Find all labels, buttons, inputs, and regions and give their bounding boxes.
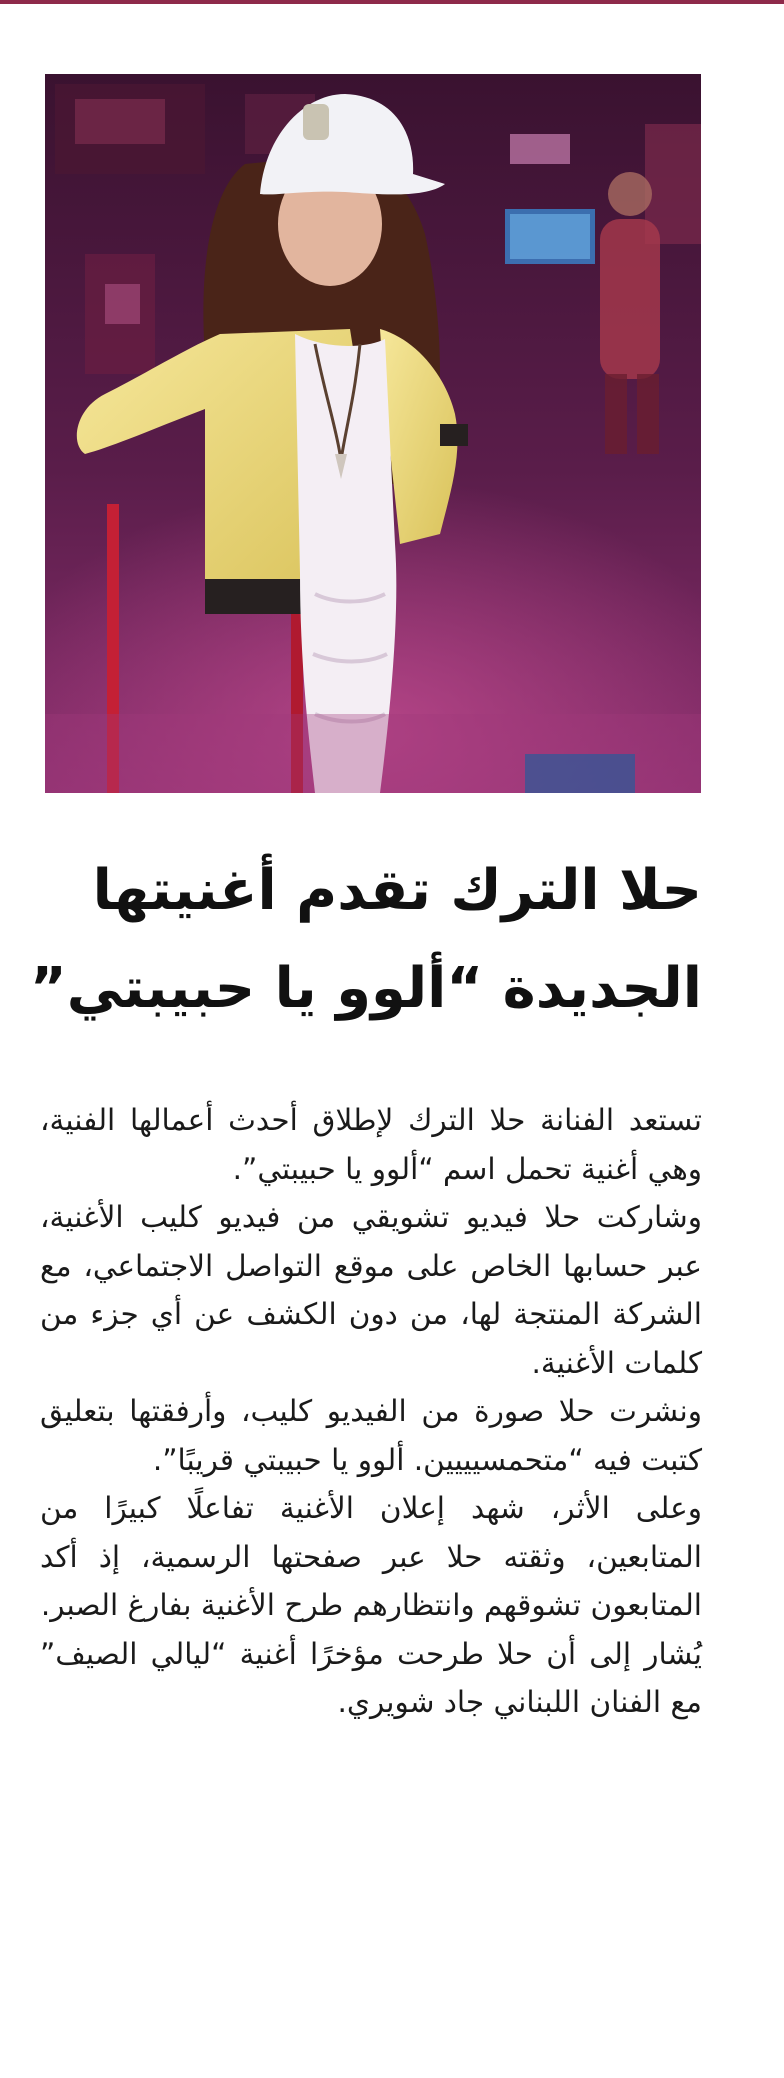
article-body — [40, 1096, 702, 1727]
article-photo — [45, 74, 701, 793]
paragraph-1: تستعد الفنانة حلا الترك لإطلاق أحدث أعمالها الفنية، وهي أغنية تحمل اسم “ألوو يا حبيبتي”. — [40, 1103, 702, 1186]
headline-line-2: الجديدة “ألوو يا حبيبتي” — [29, 956, 702, 1021]
headline-line-1: حلا الترك تقدم أغنيتها — [92, 858, 702, 923]
paragraph-2: وشاركت حلا فيديو تشويقي من فيديو كليب الأغنية، عبر حسابها الخاص على موقع التواصل الاجتماعي، مع الشركة المنتجة لها، من دون الكشف عن أي جزء من كلمات الأغنية. — [40, 1200, 702, 1380]
top-accent-rule — [0, 0, 784, 4]
paragraph-5: يُشار إلى أن حلا طرحت مؤخرًا أغنية “ليالي الصيف” مع الفنان اللبناني جاد شويري. — [40, 1636, 702, 1719]
article-headline — [29, 842, 702, 1038]
paragraph-3: ونشرت حلا صورة من الفيديو كليب، وأرفقتها بتعليق كتبت فيه “متحمسيييين. ألوو يا حبيبتي قريبًا”. — [40, 1394, 702, 1477]
paragraph-4: وعلى الأثر، شهد إعلان الأغنية تفاعلًا كبيرًا من المتابعين، وثقته حلا عبر صفحتها الرسمية، إذ أكد المتابعون تشوقهم وانتظارهم طرح الأغنية بفارغ الصبر. — [40, 1491, 702, 1622]
